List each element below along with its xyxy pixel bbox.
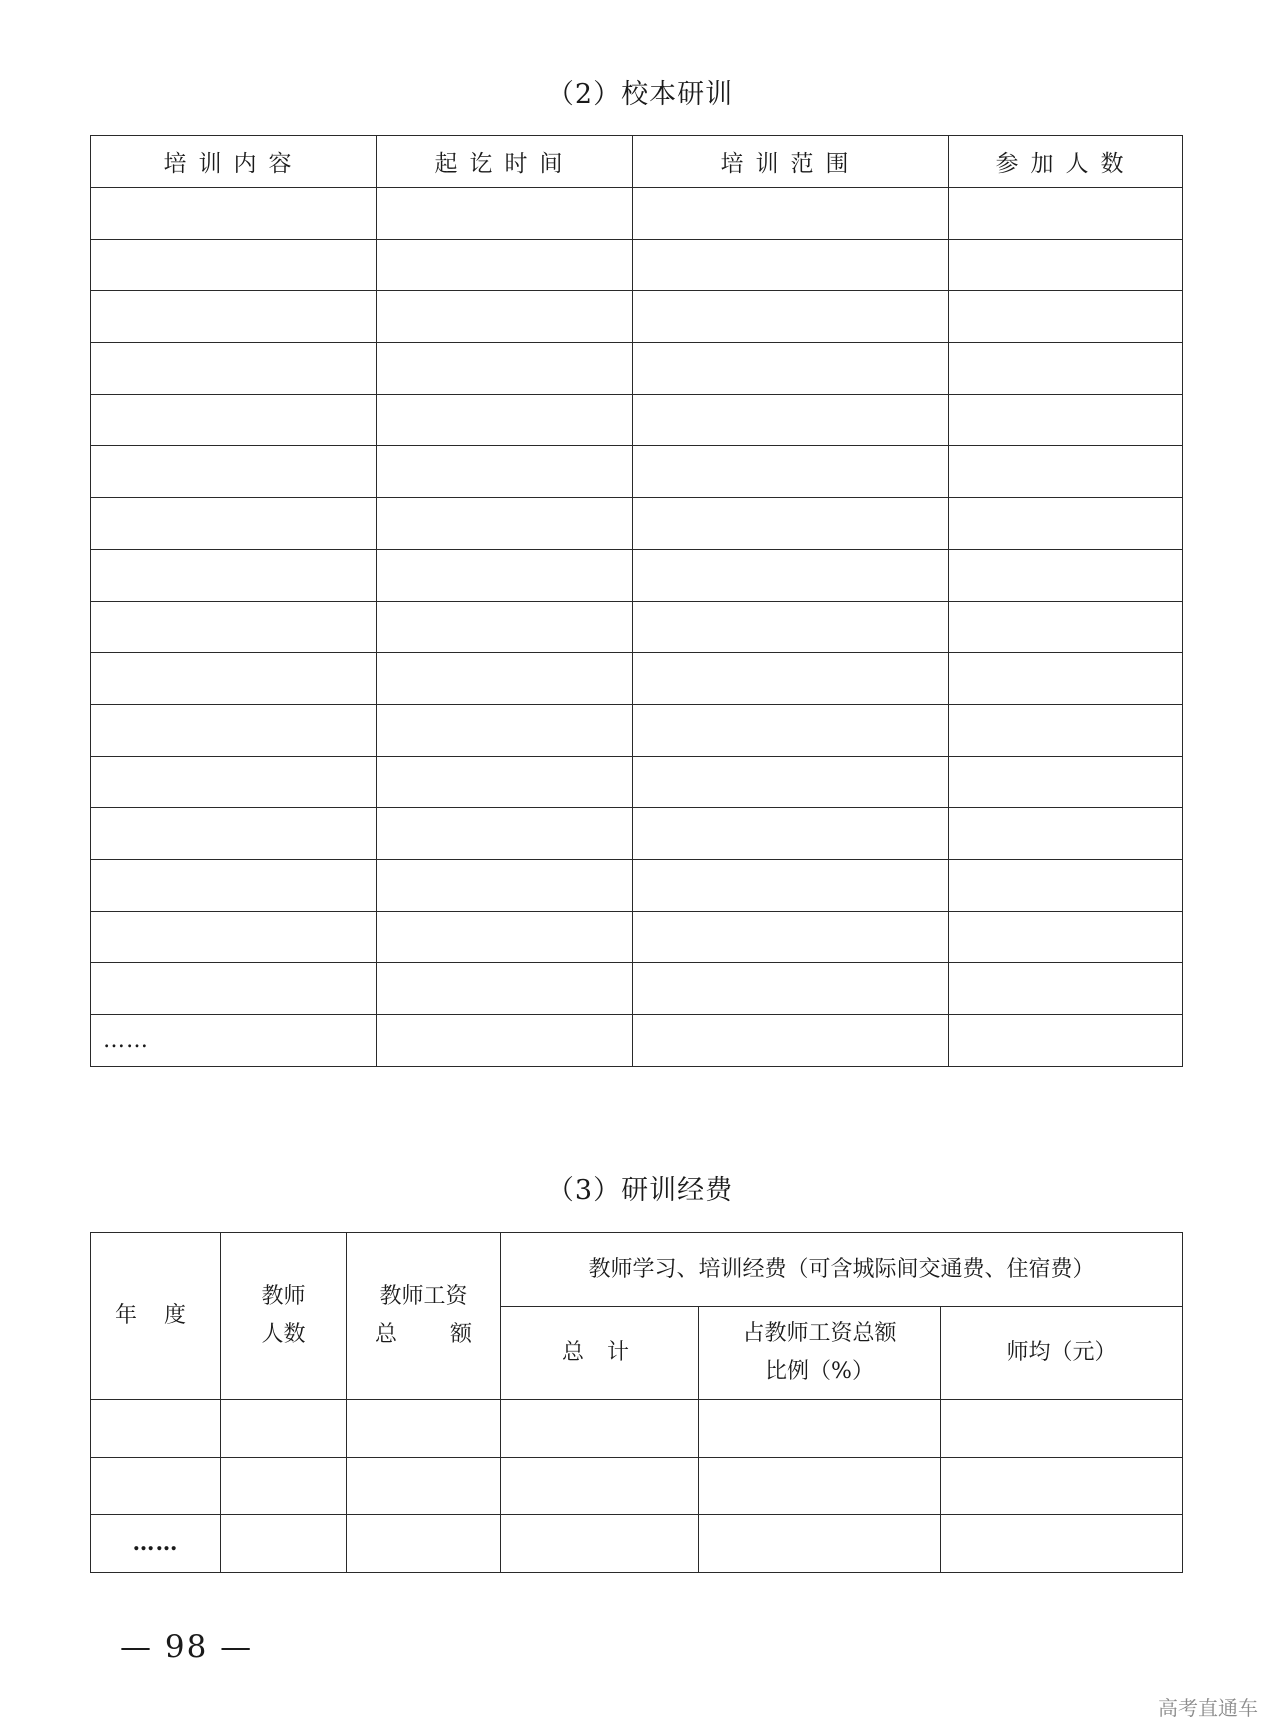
- table-cell[interactable]: [949, 963, 1183, 1015]
- header-salary-total-line1: 教师工资: [379, 1284, 468, 1309]
- table-cell[interactable]: [91, 549, 377, 601]
- table-cell[interactable]: [91, 601, 377, 653]
- table-row: [91, 291, 1183, 343]
- table-cell[interactable]: [949, 704, 1183, 756]
- table-cell[interactable]: [377, 963, 633, 1015]
- table-row: [91, 601, 1183, 653]
- header-training-content: 培训内容: [91, 136, 377, 188]
- watermark: 高考直通车: [1158, 1696, 1258, 1720]
- table-cell[interactable]: [633, 498, 949, 550]
- table-row: [91, 808, 1183, 860]
- table-row: [91, 343, 1183, 395]
- table-cell[interactable]: [501, 1400, 699, 1458]
- ellipsis-cell: ……: [91, 1515, 221, 1573]
- table-cell[interactable]: [377, 808, 633, 860]
- table-cell[interactable]: [633, 911, 949, 963]
- header-salary-total-char2: 额: [449, 1322, 472, 1347]
- table-cell[interactable]: [949, 1015, 1183, 1067]
- header-salary-total-char1: 总: [375, 1322, 398, 1347]
- table-cell[interactable]: [941, 1515, 1183, 1573]
- header-teacher-count-line1: 教师: [261, 1284, 306, 1309]
- table-cell[interactable]: [633, 394, 949, 446]
- header-year: 年 度: [91, 1233, 221, 1400]
- table-cell[interactable]: [699, 1457, 941, 1515]
- table-cell[interactable]: [377, 911, 633, 963]
- section-title-school-training: （2）校本研训: [546, 79, 734, 110]
- training-funds-table: [90, 1232, 1183, 1573]
- table-cell[interactable]: [91, 1400, 221, 1458]
- table-cell[interactable]: [949, 756, 1183, 808]
- table-cell[interactable]: [91, 498, 377, 550]
- table-row: [91, 859, 1183, 911]
- header-training-scope: 培训范围: [633, 136, 949, 188]
- table-cell[interactable]: [949, 343, 1183, 395]
- table-cell[interactable]: [501, 1515, 699, 1573]
- header-ratio-line2: 比例（%）: [765, 1359, 874, 1384]
- table-row-ellipsis: [91, 1515, 1183, 1573]
- table-cell[interactable]: [949, 859, 1183, 911]
- header-time-period: 起讫时间: [377, 136, 633, 188]
- table-row-ellipsis: [91, 1015, 1183, 1067]
- header-total: 总 计: [501, 1307, 699, 1400]
- header-per-teacher: 师均（元）: [941, 1307, 1183, 1400]
- table-cell[interactable]: [91, 911, 377, 963]
- table-header-row: [91, 1233, 1183, 1307]
- table-cell[interactable]: [633, 704, 949, 756]
- table-row: [91, 756, 1183, 808]
- table-row: [91, 963, 1183, 1015]
- page-number: — 98 —: [120, 1629, 254, 1665]
- header-teacher-count-line2: 人数: [261, 1322, 306, 1347]
- table-cell[interactable]: [633, 549, 949, 601]
- table-row: [91, 239, 1183, 291]
- header-salary-total-line2: [347, 1316, 500, 1354]
- table-cell[interactable]: [377, 601, 633, 653]
- table-cell[interactable]: [91, 446, 377, 498]
- table-cell[interactable]: [949, 291, 1183, 343]
- table-cell[interactable]: [377, 756, 633, 808]
- table-cell[interactable]: [221, 1515, 347, 1573]
- table-cell[interactable]: [949, 653, 1183, 705]
- table-row: [91, 1400, 1183, 1458]
- table-cell[interactable]: [949, 446, 1183, 498]
- table-cell[interactable]: [377, 704, 633, 756]
- table-cell[interactable]: [91, 756, 377, 808]
- table-cell[interactable]: [633, 756, 949, 808]
- table-row: [91, 911, 1183, 963]
- table-cell[interactable]: [221, 1457, 347, 1515]
- header-salary-total: [347, 1233, 501, 1400]
- table-cell[interactable]: [91, 343, 377, 395]
- table-cell[interactable]: [941, 1457, 1183, 1515]
- header-training-funds-group: 教师学习、培训经费（可含城际间交通费、住宿费）: [501, 1233, 1183, 1307]
- table-cell[interactable]: [377, 239, 633, 291]
- table-cell[interactable]: [91, 1457, 221, 1515]
- table-cell[interactable]: [949, 394, 1183, 446]
- table-row: [91, 549, 1183, 601]
- table-cell[interactable]: [91, 808, 377, 860]
- table-cell[interactable]: [633, 1015, 949, 1067]
- table-row: [91, 498, 1183, 550]
- table-cell[interactable]: [633, 859, 949, 911]
- table-cell[interactable]: [377, 859, 633, 911]
- table-cell[interactable]: [347, 1457, 501, 1515]
- table-cell[interactable]: [347, 1400, 501, 1458]
- table-row: [91, 704, 1183, 756]
- table-cell[interactable]: [949, 549, 1183, 601]
- table-cell[interactable]: [377, 1015, 633, 1067]
- table-cell[interactable]: [91, 188, 377, 240]
- table-cell[interactable]: [377, 549, 633, 601]
- table-cell[interactable]: [699, 1400, 941, 1458]
- table-cell[interactable]: [633, 601, 949, 653]
- table-cell[interactable]: [941, 1400, 1183, 1458]
- table-cell[interactable]: [377, 446, 633, 498]
- ellipsis-cell: ……: [91, 1015, 377, 1067]
- table-cell[interactable]: [377, 653, 633, 705]
- table-row: [91, 653, 1183, 705]
- table-cell[interactable]: [377, 188, 633, 240]
- table-cell[interactable]: [91, 291, 377, 343]
- table-row: [91, 446, 1183, 498]
- header-participants: 参加人数: [949, 136, 1183, 188]
- table-header-row: [91, 136, 1183, 188]
- header-ratio: [699, 1307, 941, 1400]
- table-cell[interactable]: [91, 394, 377, 446]
- table-cell[interactable]: [91, 963, 377, 1015]
- table-cell[interactable]: [949, 498, 1183, 550]
- table-cell[interactable]: [377, 343, 633, 395]
- table-cell[interactable]: [91, 704, 377, 756]
- table-cell[interactable]: [949, 808, 1183, 860]
- table-cell[interactable]: [633, 188, 949, 240]
- table-cell[interactable]: [699, 1515, 941, 1573]
- table-row: [91, 1457, 1183, 1515]
- table-cell[interactable]: [91, 239, 377, 291]
- table-cell[interactable]: [377, 394, 633, 446]
- table-cell[interactable]: [633, 446, 949, 498]
- table-cell[interactable]: [501, 1457, 699, 1515]
- table-cell[interactable]: [91, 653, 377, 705]
- table-cell[interactable]: [633, 653, 949, 705]
- table-cell[interactable]: [377, 498, 633, 550]
- table-cell[interactable]: [949, 239, 1183, 291]
- school-training-table: [90, 135, 1183, 1067]
- table-cell[interactable]: [949, 188, 1183, 240]
- table-cell[interactable]: [949, 911, 1183, 963]
- table-row: [91, 188, 1183, 240]
- table-cell[interactable]: [633, 291, 949, 343]
- table-cell[interactable]: [347, 1515, 501, 1573]
- table-cell[interactable]: [633, 239, 949, 291]
- table-cell[interactable]: [633, 343, 949, 395]
- table-cell[interactable]: [377, 291, 633, 343]
- table-cell[interactable]: [633, 963, 949, 1015]
- table-cell[interactable]: [633, 808, 949, 860]
- header-ratio-line1: 占教师工资总额: [742, 1321, 897, 1346]
- table-cell[interactable]: [949, 601, 1183, 653]
- table-cell[interactable]: [221, 1400, 347, 1458]
- table-row: [91, 394, 1183, 446]
- header-teacher-count: [221, 1233, 347, 1400]
- section-title-training-funds: （3）研训经费: [546, 1175, 734, 1206]
- table-cell[interactable]: [91, 859, 377, 911]
